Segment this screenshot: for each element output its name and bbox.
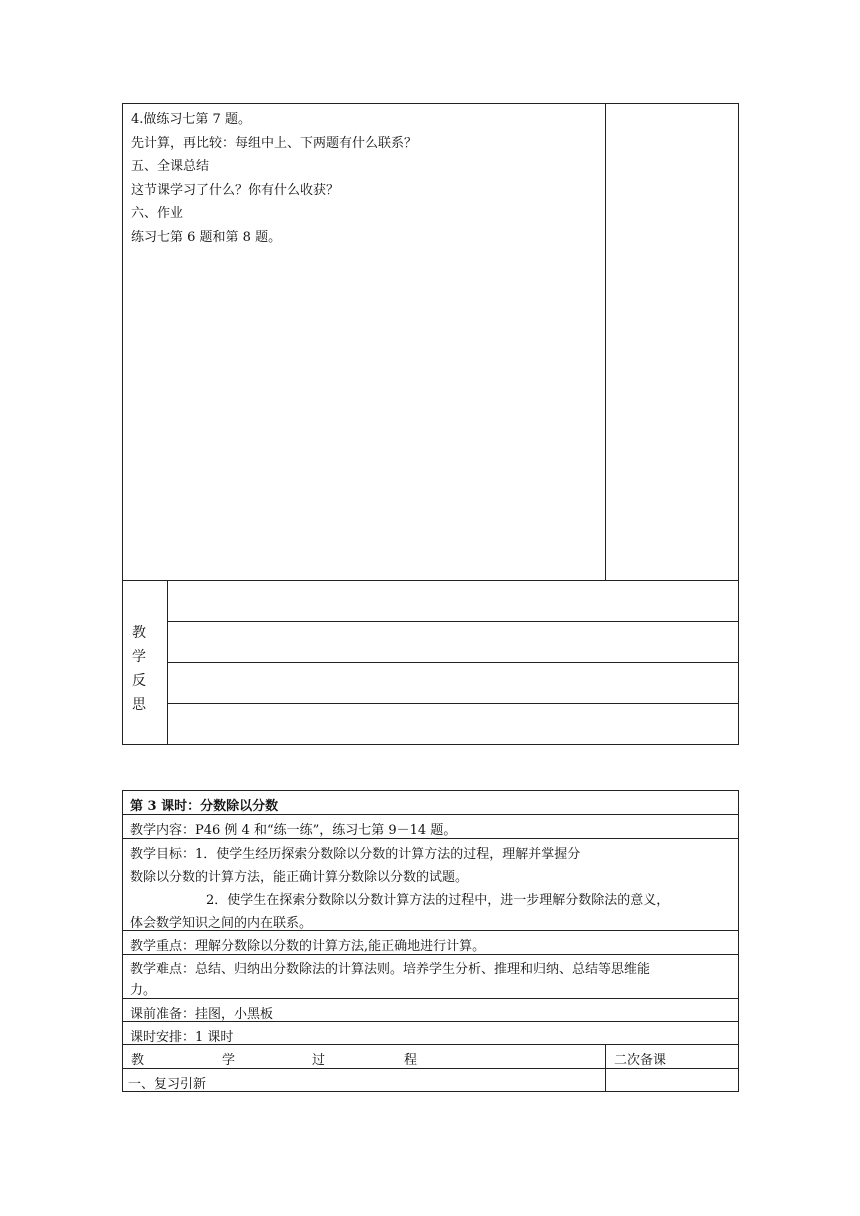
text-line: 4.做练习七第 7 题。 <box>131 112 251 127</box>
process-text-block <box>131 108 417 249</box>
reflection-label-char: 学 <box>132 649 146 665</box>
objective-line: 教学目标：1．使学生经历探索分数除以分数的计算方法的过程，理解并掌握分 <box>130 847 581 862</box>
objective-line: 数除以分数的计算方法，能正确计算分数除以分数的试题。 <box>130 870 469 885</box>
process-header-char: 学 <box>222 1053 236 1068</box>
section-heading: 六、作业 <box>131 206 184 221</box>
reflection-label-char: 思 <box>132 697 146 713</box>
row-divider <box>122 954 739 955</box>
row-divider <box>122 814 739 815</box>
process-header-char: 过 <box>312 1053 326 1068</box>
row-divider <box>122 1068 739 1069</box>
column-divider <box>605 103 606 581</box>
reflection-label-char: 反 <box>132 673 146 689</box>
text-line: 这节课学习了什么？你有什么收获？ <box>131 182 340 198</box>
text-line: 练习七第 6 题和第 8 题。 <box>131 229 282 245</box>
process-header-char: 程 <box>404 1053 418 1068</box>
objective-line: 体会数学知识之间的内在联系。 <box>130 916 313 931</box>
objective-line: 2．使学生在探索分数除以分数计算方法的过程中，进一步理解分数除法的意义， <box>206 893 670 908</box>
row-divider <box>122 838 739 839</box>
row-divider <box>122 998 739 999</box>
column-divider <box>605 1044 606 1092</box>
reflection-row-line <box>167 703 739 704</box>
second-prep-header: 二次备课 <box>614 1053 667 1068</box>
difficulty-line: 力。 <box>130 983 157 998</box>
reflection-row-line <box>167 621 739 622</box>
lesson-title: 第 3 课时：分数除以分数 <box>130 799 279 814</box>
section-heading: 五、全课总结 <box>131 159 210 174</box>
schedule: 课时安排：1 课时 <box>130 1030 234 1045</box>
process-header-char: 教 <box>131 1053 145 1068</box>
reflection-label-char: 教 <box>132 625 146 641</box>
difficulty-line: 教学难点：总结、归纳出分数除法的计算法则。培养学生分析、推理和归纳、总结等思维能 <box>130 962 651 977</box>
teaching-content: 教学内容：P46 例 4 和“练一练”，练习七第 9－14 题。 <box>130 823 457 838</box>
first-step: 一、复习引新 <box>128 1077 207 1092</box>
text-line: 先计算，再比较：每组中上、下两题有什么联系？ <box>131 135 418 151</box>
reflection-row-line <box>167 662 739 663</box>
preparation: 课前准备：挂图，小黑板 <box>130 1007 274 1022</box>
row-divider <box>122 580 739 581</box>
key-points: 教学重点：理解分数除以分数的计算方法,能正确地进行计算。 <box>130 939 486 954</box>
